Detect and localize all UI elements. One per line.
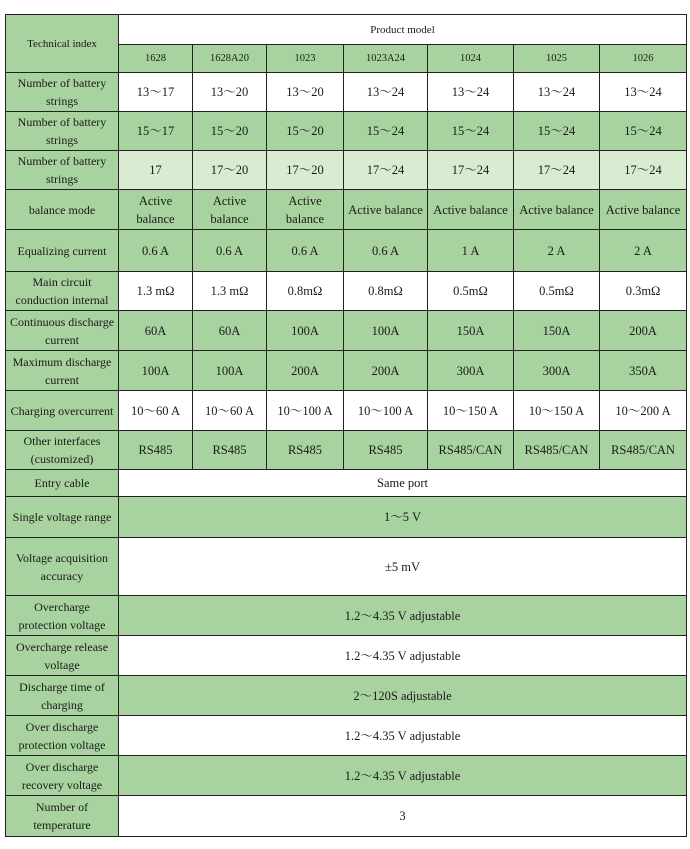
row-value: 13～24 [514, 73, 600, 112]
row-value: 10～100 A [267, 391, 344, 431]
spec-row [6, 351, 687, 391]
row-label: Maximum discharge current [6, 351, 119, 391]
row-label: Entry cable [6, 470, 119, 497]
row-value: 15～17 [119, 112, 193, 151]
row-value: 13～24 [428, 73, 514, 112]
row-label: Voltage acquisition accuracy [6, 538, 119, 596]
row-value: Active balance [344, 190, 428, 230]
row-value: 13～24 [344, 73, 428, 112]
row-value: RS485/CAN [514, 431, 600, 470]
row-value: RS485 [344, 431, 428, 470]
model-header: 1628A20 [193, 45, 267, 73]
row-value: 0.8mΩ [344, 272, 428, 311]
row-value: 0.6 A [344, 230, 428, 272]
spec-row [6, 391, 687, 431]
shared-value: 1.2～4.35 V adjustable [119, 596, 687, 636]
shared-value: 1.2～4.35 V adjustable [119, 636, 687, 676]
spec-row [6, 311, 687, 351]
row-value: 0.8mΩ [267, 272, 344, 311]
shared-value: 2～120S adjustable [119, 676, 687, 716]
row-value: 17～20 [267, 151, 344, 190]
technical-index-header: Technical index [6, 15, 119, 73]
shared-value: ±5 mV [119, 538, 687, 596]
row-value: 1 A [428, 230, 514, 272]
shared-value: 1～5 V [119, 497, 687, 538]
row-value: 100A [193, 351, 267, 391]
row-value: 0.6 A [267, 230, 344, 272]
row-value: 100A [119, 351, 193, 391]
row-label: Equalizing current [6, 230, 119, 272]
product-model-header: Product model [119, 15, 687, 45]
spec-row-shared [6, 497, 687, 538]
row-label: Overcharge protection voltage [6, 596, 119, 636]
row-value: 300A [428, 351, 514, 391]
spec-row-shared [6, 596, 687, 636]
row-value: Active balance [119, 190, 193, 230]
model-header: 1023A24 [344, 45, 428, 73]
row-value: 13～17 [119, 73, 193, 112]
row-value: RS485/CAN [600, 431, 687, 470]
row-value: 10～100 A [344, 391, 428, 431]
row-value: 15～24 [428, 112, 514, 151]
spec-row-shared [6, 538, 687, 596]
row-label: Over discharge recovery voltage [6, 756, 119, 796]
row-value: 60A [119, 311, 193, 351]
row-value: Active balance [514, 190, 600, 230]
shared-value: 3 [119, 796, 687, 837]
row-value: 2 A [600, 230, 687, 272]
row-value: 17 [119, 151, 193, 190]
spec-row [6, 151, 687, 190]
row-value: 1.3 mΩ [193, 272, 267, 311]
spec-row-shared [6, 756, 687, 796]
row-value: 10～150 A [514, 391, 600, 431]
row-value: Active balance [428, 190, 514, 230]
row-value: 15～20 [193, 112, 267, 151]
row-value: 13～20 [193, 73, 267, 112]
row-value: RS485/CAN [428, 431, 514, 470]
row-label: Discharge time of charging [6, 676, 119, 716]
row-value: 17～24 [344, 151, 428, 190]
row-value: 13～24 [600, 73, 687, 112]
row-value: 200A [267, 351, 344, 391]
row-label: Overcharge release voltage [6, 636, 119, 676]
spec-row [6, 112, 687, 151]
row-value: RS485 [267, 431, 344, 470]
spec-row-shared [6, 636, 687, 676]
row-label: Other interfaces (customized) [6, 431, 119, 470]
row-value: 200A [600, 311, 687, 351]
row-value: 0.3mΩ [600, 272, 687, 311]
row-label: Continuous discharge current [6, 311, 119, 351]
row-label: Number of battery strings [6, 151, 119, 190]
shared-value: 1.2～4.35 V adjustable [119, 716, 687, 756]
row-value: 10～60 A [119, 391, 193, 431]
row-value: 300A [514, 351, 600, 391]
spec-row [6, 230, 687, 272]
row-value: 200A [344, 351, 428, 391]
spec-row [6, 431, 687, 470]
spec-row [6, 272, 687, 311]
row-value: 15～24 [344, 112, 428, 151]
spec-row [6, 190, 687, 230]
shared-value: Same port [119, 470, 687, 497]
row-label: Charging overcurrent [6, 391, 119, 431]
row-value: 100A [344, 311, 428, 351]
row-value: 100A [267, 311, 344, 351]
row-value: 0.5mΩ [514, 272, 600, 311]
row-value: 0.6 A [193, 230, 267, 272]
row-value: 17～24 [600, 151, 687, 190]
row-label: Number of battery strings [6, 73, 119, 112]
row-value: 10～60 A [193, 391, 267, 431]
row-value: RS485 [193, 431, 267, 470]
row-value: 350A [600, 351, 687, 391]
model-header: 1024 [428, 45, 514, 73]
model-header: 1023 [267, 45, 344, 73]
row-label: Number of battery strings [6, 112, 119, 151]
row-value: 17～24 [428, 151, 514, 190]
row-value: 10～150 A [428, 391, 514, 431]
row-value: Active balance [267, 190, 344, 230]
row-value: 60A [193, 311, 267, 351]
row-label: Number of temperature [6, 796, 119, 837]
row-label: Single voltage range [6, 497, 119, 538]
header-row-top [6, 15, 687, 45]
row-value: 150A [514, 311, 600, 351]
row-value: 0.6 A [119, 230, 193, 272]
row-value: 17～20 [193, 151, 267, 190]
row-value: 15～24 [514, 112, 600, 151]
model-header: 1628 [119, 45, 193, 73]
row-label: Over discharge protection voltage [6, 716, 119, 756]
row-label: balance mode [6, 190, 119, 230]
spec-table [5, 14, 687, 837]
shared-value: 1.2～4.35 V adjustable [119, 756, 687, 796]
row-value: 17～24 [514, 151, 600, 190]
row-value: Active balance [600, 190, 687, 230]
spec-row-shared [6, 716, 687, 756]
row-value: 15～24 [600, 112, 687, 151]
model-header: 1025 [514, 45, 600, 73]
row-value: 1.3 mΩ [119, 272, 193, 311]
row-value: 2 A [514, 230, 600, 272]
row-value: 0.5mΩ [428, 272, 514, 311]
row-value: 15～20 [267, 112, 344, 151]
spec-row-shared [6, 796, 687, 837]
model-header: 1026 [600, 45, 687, 73]
spec-row-shared [6, 470, 687, 497]
spec-row-shared [6, 676, 687, 716]
row-value: Active balance [193, 190, 267, 230]
row-value: 10～200 A [600, 391, 687, 431]
row-label: Main circuit conduction internal [6, 272, 119, 311]
row-value: RS485 [119, 431, 193, 470]
row-value: 150A [428, 311, 514, 351]
spec-row [6, 73, 687, 112]
row-value: 13～20 [267, 73, 344, 112]
